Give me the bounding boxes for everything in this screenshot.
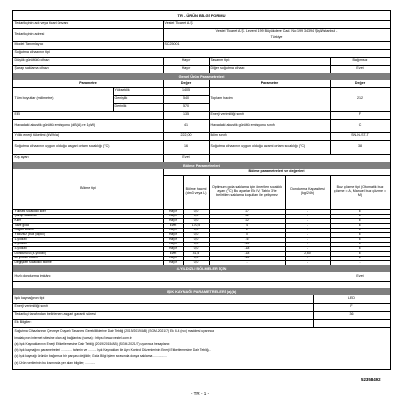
compartment-defrost: E (358, 209, 362, 213)
compartment-present: Hayır (169, 260, 177, 264)
compartment-volume: 0,0 (193, 232, 199, 236)
depth-value: 570 (183, 104, 189, 109)
compartment-present: Hayır (169, 227, 177, 232)
total-volume-value: 212 (357, 96, 363, 101)
compartment-freeze: - (306, 218, 309, 222)
compartment-setting: - (246, 260, 248, 264)
compartment-present: Hayır (169, 241, 177, 246)
design-type-value: Bağımsız (352, 58, 368, 63)
compartment-name: 1-yıldızlı (14, 237, 27, 241)
compartment-freeze: - (306, 241, 309, 246)
compartment-name: İki yıldızlı bölüm (14, 255, 38, 260)
general-parameters-band: Genel Ürün Parametreleri (13, 73, 390, 80)
col-compartment-volume: Bölme hacmi (dm3 veya L) (185, 187, 207, 195)
design-type-label: Tasarım tipi: (210, 58, 230, 63)
footer-note: (c) Işık kaynağı ürünün bağımsız bir parçası değildir; Gıda Bilgi işlem sırasında dosya saklama ............... (14, 354, 167, 359)
compartment-setting: 12 (245, 218, 249, 222)
compartment-freeze: - (306, 232, 309, 236)
compartment-name: 3-yıldızlı (14, 246, 27, 250)
climate-class-label: İklim sınıfı (210, 133, 227, 138)
compartment-present: Hayır (169, 255, 177, 260)
compartment-name: Yıldızsız (buz yapıcı) (14, 232, 46, 236)
compartment-freeze: - (306, 223, 309, 227)
other-appliance-label: Diğer soğutma cihazı: (210, 66, 246, 71)
compartment-setting: -6 (245, 237, 249, 241)
max-ambient-value: 38 (358, 144, 362, 149)
compartment-defrost: - (359, 260, 361, 264)
col-compartment-type: Bölme tipi (80, 186, 96, 191)
extra-info-value (313, 319, 390, 327)
supplier-name-label: Tedarikçinin adı veya ticari ünvanı (14, 21, 69, 26)
compartment-freeze: - (306, 227, 309, 232)
energy-class-value: F (358, 112, 362, 117)
supplier-address-line-2: Türkiye (270, 34, 283, 39)
compartment-volume: 0,0 (193, 255, 199, 260)
general-param-header-2: Parametre (260, 80, 279, 85)
energy-class-label: Enerji verimliliği sınıfı (210, 112, 245, 117)
footer-note: (b) Işık kaynağını parametreleri ............ tahmin ve ......... Işık Kaynakları ile Ayrı Kontrol Düzenlerinin Enerji Etiketlemesine Dair Tebliğ... (14, 348, 212, 353)
fast-freeze-label: Hızlı dondurma imkânı (14, 274, 51, 279)
page-number: - TR - 1 - (190, 391, 210, 396)
compartment-name: 2-yıldızlı (14, 241, 27, 246)
general-value-header-2: Değer (354, 80, 366, 85)
compartment-setting: -12 (244, 241, 250, 246)
col-freezing-capacity: Dondurma Kapasitesi (kg/24h) (290, 187, 325, 195)
compartment-defrost: E (358, 223, 362, 227)
eei-value: 135 (183, 112, 189, 117)
compartment-name: Dondurucu (4-yıldızlı) (14, 251, 47, 255)
compartment-volume: 170,5 (191, 223, 201, 227)
compartment-volume: 0,0 (193, 260, 199, 264)
supplier-address-label: Tedarikçinin adresi (14, 31, 45, 36)
height-value: 1405 (182, 88, 190, 93)
max-ambient-label: Soğutma cihazının uygun olduğu azami ortam sıcaklığı (°C) (210, 144, 306, 149)
model-identifier-label: Model Tanımlayıcı (14, 42, 44, 47)
compartment-values-header: Bölme parametreleri ve değerleri (248, 169, 305, 174)
compartment-freeze: - (306, 209, 309, 213)
compartment-defrost: E (358, 255, 362, 260)
compartment-volume: 0,0 (193, 213, 199, 218)
footer-note: imalatçının internet sitesine olan ağ bağlantısı (varsa) : https://www.vestel.com.tr (14, 335, 132, 340)
height-label: Yükseklik (114, 88, 130, 93)
compartment-freeze: - (306, 260, 309, 264)
compartment-defrost: E (358, 232, 362, 236)
fast-freeze-value: Evet (356, 274, 364, 279)
compartment-freeze: 2,60 (304, 251, 311, 255)
compartment-defrost: E (358, 246, 362, 250)
low-noise-label: Düşük gürültülü cihaz: (14, 58, 50, 63)
light-class-value: F (350, 304, 353, 309)
compartment-defrost: E (358, 227, 362, 232)
winter-setting-label: Kış ayarı (14, 155, 29, 160)
winter-setting-value: Evet (182, 155, 190, 160)
compartment-freeze: - (306, 213, 309, 218)
noise-class-value: C (358, 122, 362, 127)
four-star-band: 4-YILDIZLI BÖLMELER İÇİN (13, 265, 390, 272)
footer-note: Soğutma Cihazlarının Çevreye Duyarlı Tasarımı Gerekliliklerine Dair Tebliğ (2019/2019/AB) (SGM-2021/7) Ek II-4 (ncı) maddesi uyarınca (14, 329, 214, 334)
compartment-present: Evet (169, 223, 177, 227)
compartment-volume: 0,0 (193, 237, 199, 241)
compartment-setting: 0 (246, 232, 248, 236)
col-defrost-type: Buz çözme tipi (Otomatik buz çözme = A, Manuel buz çözme = M) (333, 185, 387, 197)
supplier-name-value: Vestel Ticaret A.Ş (164, 21, 193, 26)
barcode-number: 52358492 (361, 377, 381, 382)
supplier-address-line-1: Vestel Ticaret A.Ş. Levent 199 Büyükdere Cad. No:199 34394 Şişli/İstanbul - (215, 28, 338, 33)
general-value-header: Değer (180, 80, 192, 85)
compartment-name: Kiler (14, 218, 22, 222)
low-noise-value: Hayır (181, 58, 191, 63)
noise-emission-label: Havadaki akustik gürültü emisyonu (dB(A) re 1pW) (14, 122, 96, 127)
compartment-freeze: - (306, 255, 309, 260)
col-recommended-setting: Optimum gıda saklama için önerilen sıcaklık ayarı (°C) Bu ayarlar Ek IV, Tablo 3'te belirtilen saklama koşulları ile çelişmez (211, 185, 283, 197)
compartment-volume: 0,0 (193, 246, 199, 250)
compartment-defrost: E (358, 251, 362, 255)
light-class-label: Enerji verimliliği sınıfı (14, 304, 49, 309)
annual-energy-value: 222,00 (180, 133, 192, 138)
compartment-setting: -18 (244, 251, 250, 255)
warranty-value: 36 (349, 312, 354, 317)
compartment-setting: 12 (245, 213, 249, 218)
compartment-freeze: - (306, 246, 309, 250)
compartment-defrost: E (358, 218, 362, 222)
compartment-freeze: - (306, 237, 309, 241)
compartment-volume: 0,0 (193, 209, 199, 213)
min-ambient-label: Soğutma cihazının uygun olduğu asgari ortam sıcaklığı (°C) (14, 144, 110, 149)
compartment-present: Evet (169, 251, 177, 255)
other-appliance-value: Evet (356, 66, 364, 71)
noise-emission-value: 41 (184, 122, 188, 127)
noise-class-label: Havadaki akustik gürültü emisyonu sınıfı (210, 122, 275, 127)
compartment-present: Hayır (169, 209, 177, 213)
climate-class-value: SN-N-ST-T (351, 133, 369, 138)
light-type-label: Işık kaynağının tipi (14, 296, 45, 301)
compartment-defrost: E (358, 241, 362, 246)
dimensions-label: Tüm boyutlar (milimetre) (14, 96, 54, 101)
compartment-name: Taze gıda (14, 223, 29, 227)
compartment-present: Hayır (169, 246, 177, 250)
product-information-sheet (12, 10, 391, 370)
eei-label: EEI (14, 112, 21, 117)
form-title: TR - ÜRÜN BİLGİ FORMU (177, 12, 226, 18)
extra-info-label: Ek Bilgiler: (14, 320, 32, 325)
footer-note: (x) Ürün verilerinin bu kısmında yer alan bilgiler; ........... (14, 360, 96, 365)
compartment-name: Yüksek sıcaklıklı kiler (14, 209, 46, 213)
compartment-present: Hayır (169, 213, 177, 218)
compartment-present: Hayır (169, 218, 177, 222)
depth-label: Derinlik (114, 104, 127, 109)
compartment-name: Şarap saklama (14, 213, 37, 218)
width-value: 540 (183, 96, 189, 101)
compartment-setting: 4 (246, 223, 248, 227)
general-param-header: Parametre (79, 80, 97, 85)
compartment-defrost: E (358, 237, 362, 241)
annual-energy-label: Yıllık enerji tüketimi (kWh/a) (14, 133, 60, 138)
compartment-setting: -12 (244, 255, 250, 260)
compartment-setting: 17 (245, 209, 249, 213)
appliance-type-header: Soğutma cihazının tipi (14, 50, 50, 55)
compartment-defrost: E (358, 213, 362, 218)
compartment-name: Değişken sıcaklıklı bölme (14, 260, 52, 264)
compartment-volume: 41,5 (192, 251, 200, 255)
light-source-band: IŞIK KAYNAĞI PARAMETRELERİ (a)(b) (13, 288, 390, 295)
compartment-volume: 0,0 (193, 227, 199, 232)
compartment-setting: -18 (244, 246, 250, 250)
compartment-volume: 0,0 (193, 218, 199, 222)
footer-note: (a) Işık Kaynaklarının Enerji Etiketlemesine Dair Tebliğ (2019/2015/AB) (SGM-2021/7) uyarınca hesaplanır. (14, 341, 171, 346)
compartment-name: Soğuk Bölme (14, 227, 35, 232)
compartment-present: Hayır (169, 232, 177, 236)
compartment-parameters-band: Bölme Parametreleri (13, 162, 390, 169)
wine-storage-label: Şarap saklama cihazı (14, 66, 49, 71)
total-volume-label: Toplam hacim (210, 96, 233, 101)
compartment-volume: 0,0 (193, 241, 199, 246)
compartment-present: Hayır (169, 237, 177, 241)
model-identifier-value: SC25001 (164, 42, 180, 47)
compartment-setting: 2 (246, 227, 248, 232)
min-ambient-value: 16 (184, 144, 188, 149)
width-label: Genişlik (114, 96, 128, 101)
light-type-value: LED (348, 296, 355, 301)
wine-storage-value: Hayır (181, 66, 191, 71)
warranty-label: Tedarikçi tarafından belirlenen asgari garanti süresi (14, 312, 96, 317)
